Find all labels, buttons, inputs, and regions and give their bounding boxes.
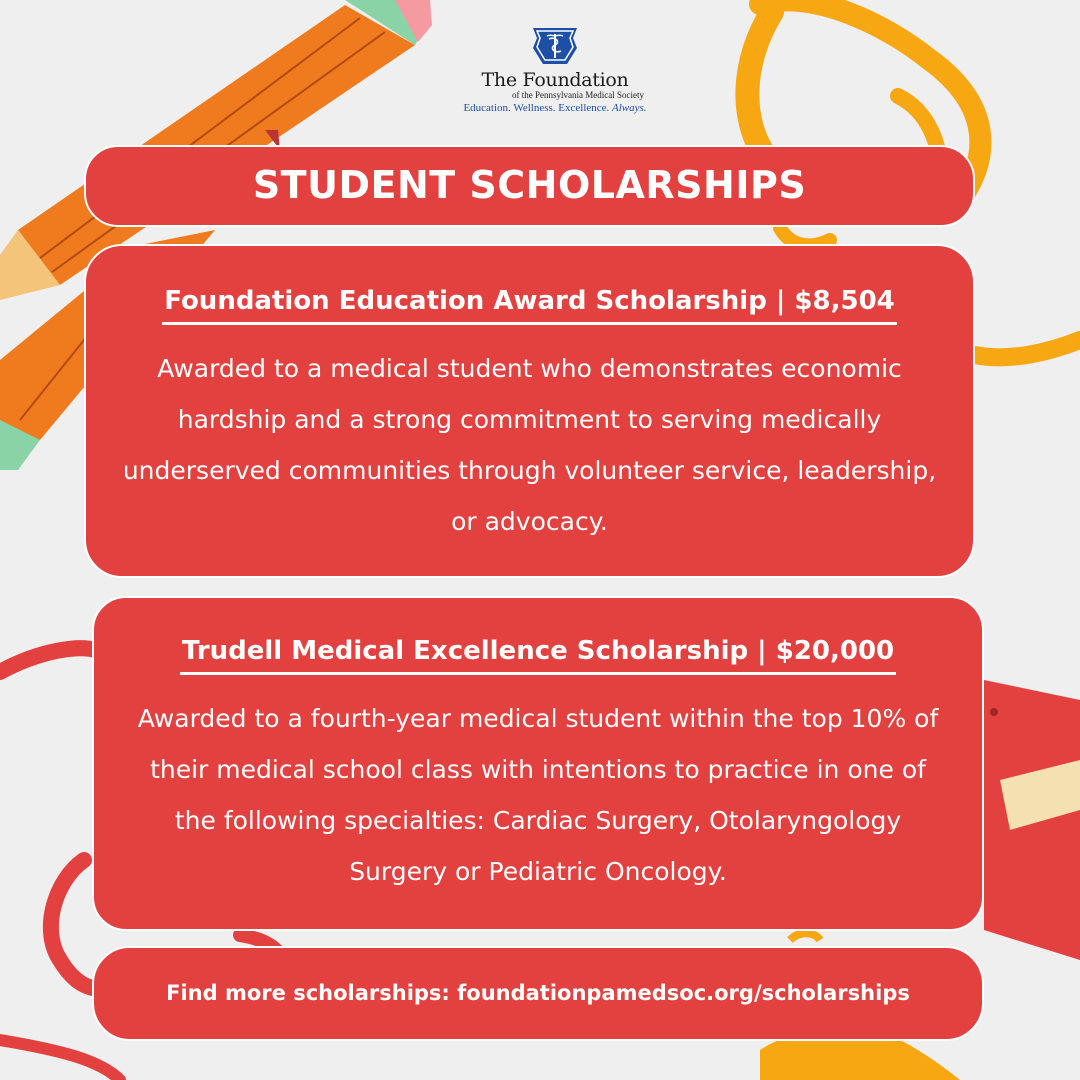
logo-tagline (455, 102, 655, 115)
scholarship-description: Awarded to a medical student who demonstrates economic hardship and a strong commitment to serving medically underserved communities through volunteer service, leadership, or advocacy. (122, 354, 937, 536)
book-illustration (984, 680, 1080, 960)
scholarship-title: Foundation Education Award Scholarship | $8,504 (162, 284, 897, 325)
more-scholarships-link[interactable]: Find more scholarships: foundationpamedsoc.org/scholarships (92, 946, 984, 1041)
logo-subtitle: of the Pennsylvania Medical Society (512, 90, 644, 100)
logo-tagline-text: Education. Wellness. Excellence. (463, 102, 610, 114)
foundation-logo (455, 26, 655, 115)
scholarship-description: Awarded to a fourth-year medical student within the top 10% of their medical school class with intentions to practice in one of the following specialties: Cardiac Surgery, Otolaryngology Surgery or Pediatric Oncology. (137, 704, 939, 886)
page-title: STUDENT SCHOLARSHIPS (84, 145, 975, 227)
keystone-caduceus-icon (529, 26, 581, 66)
logo-tagline-emphasis: Always. (612, 102, 647, 114)
scholarship-card (84, 244, 975, 578)
scholarship-card (92, 596, 984, 931)
logo-title: The Foundation (481, 69, 629, 91)
scholarship-title: Trudell Medical Excellence Scholarship | $20,000 (180, 634, 896, 675)
